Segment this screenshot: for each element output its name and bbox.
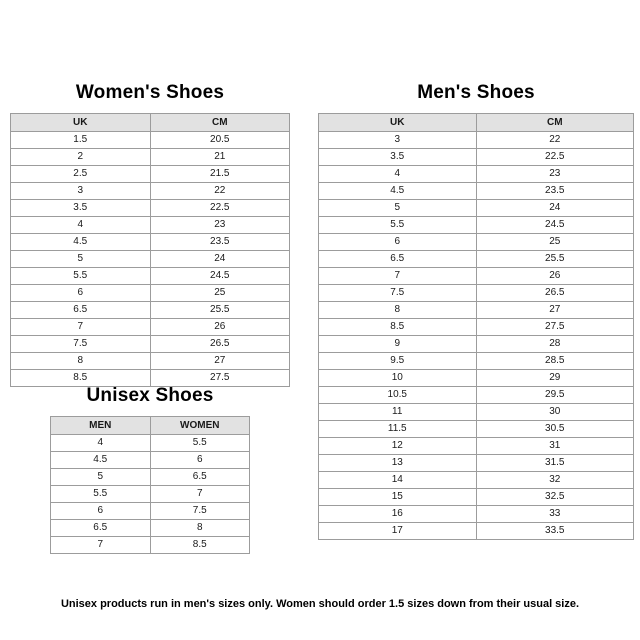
table-row	[319, 285, 634, 302]
cell-uk: 6	[319, 234, 477, 251]
cell-cm: 33.5	[476, 523, 634, 540]
table-row	[11, 217, 290, 234]
table-row	[51, 503, 250, 520]
table-row	[319, 251, 634, 268]
cell-cm: 27.5	[476, 319, 634, 336]
table-row	[319, 336, 634, 353]
table-row	[319, 404, 634, 421]
cell-cm: 24.5	[476, 217, 634, 234]
cell-uk: 7	[11, 319, 151, 336]
table-row	[11, 149, 290, 166]
cell-uk: 3	[319, 132, 477, 149]
cell-uk: 7.5	[319, 285, 477, 302]
table-row	[319, 319, 634, 336]
cell-cm: 23.5	[150, 234, 290, 251]
cell-uk: 8	[319, 302, 477, 319]
cell-cm: 21.5	[150, 166, 290, 183]
cell-uk: 11	[319, 404, 477, 421]
table-row	[51, 452, 250, 469]
cell-uk: 4.5	[319, 183, 477, 200]
cell-cm: 23	[150, 217, 290, 234]
cell-uk: 9.5	[319, 353, 477, 370]
cell-men: 7	[51, 537, 151, 554]
table-header-row	[51, 417, 250, 435]
cell-cm: 21	[150, 149, 290, 166]
table-row	[319, 387, 634, 404]
cell-uk: 7.5	[11, 336, 151, 353]
cell-uk: 8.5	[319, 319, 477, 336]
cell-cm: 29.5	[476, 387, 634, 404]
cell-women: 5.5	[150, 435, 250, 452]
cell-uk: 4.5	[11, 234, 151, 251]
table-row	[319, 370, 634, 387]
cell-uk: 12	[319, 438, 477, 455]
cell-men: 6	[51, 503, 151, 520]
cell-women: 8	[150, 520, 250, 537]
cell-uk: 13	[319, 455, 477, 472]
womens-shoes-title: Women's Shoes	[75, 82, 225, 103]
table-row	[51, 469, 250, 486]
table-row	[11, 234, 290, 251]
cell-men: 5.5	[51, 486, 151, 503]
cell-cm: 27	[476, 302, 634, 319]
table-row	[11, 319, 290, 336]
table-row	[319, 132, 634, 149]
cell-uk: 2	[11, 149, 151, 166]
table-header-row	[319, 114, 634, 132]
column-header-men: MEN	[51, 417, 151, 435]
cell-cm: 28	[476, 336, 634, 353]
cell-cm: 30	[476, 404, 634, 421]
cell-uk: 7	[319, 268, 477, 285]
table-row	[319, 472, 634, 489]
cell-uk: 10.5	[319, 387, 477, 404]
mens-size-table	[318, 113, 634, 540]
mens-shoes-title: Men's Shoes	[417, 82, 535, 103]
cell-cm: 26.5	[150, 336, 290, 353]
cell-uk: 15	[319, 489, 477, 506]
table-row	[51, 486, 250, 503]
table-row	[319, 506, 634, 523]
cell-cm: 31	[476, 438, 634, 455]
womens-table-body	[11, 132, 290, 387]
table-row	[11, 353, 290, 370]
table-row	[319, 523, 634, 540]
table-header-row	[11, 114, 290, 132]
cell-men: 5	[51, 469, 151, 486]
cell-women: 6.5	[150, 469, 250, 486]
cell-uk: 5	[11, 251, 151, 268]
table-row	[11, 183, 290, 200]
table-row	[319, 489, 634, 506]
cell-cm: 26.5	[476, 285, 634, 302]
cell-women: 6	[150, 452, 250, 469]
cell-cm: 29	[476, 370, 634, 387]
table-row	[319, 183, 634, 200]
table-row	[319, 455, 634, 472]
cell-women: 8.5	[150, 537, 250, 554]
table-row	[319, 149, 634, 166]
cell-cm: 26	[150, 319, 290, 336]
cell-uk: 6	[11, 285, 151, 302]
table-row	[319, 268, 634, 285]
cell-uk: 3.5	[11, 200, 151, 217]
table-row	[319, 353, 634, 370]
cell-uk: 4	[319, 166, 477, 183]
table-row	[319, 302, 634, 319]
column-header-cm: CM	[476, 114, 634, 132]
cell-cm: 25.5	[476, 251, 634, 268]
table-row	[11, 336, 290, 353]
cell-cm: 23.5	[476, 183, 634, 200]
cell-cm: 25	[476, 234, 634, 251]
cell-uk: 8	[11, 353, 151, 370]
cell-uk: 3	[11, 183, 151, 200]
cell-cm: 31.5	[476, 455, 634, 472]
cell-cm: 24	[150, 251, 290, 268]
cell-cm: 27.5	[150, 370, 290, 387]
cell-cm: 32	[476, 472, 634, 489]
column-header-women: WOMEN	[150, 417, 250, 435]
cell-cm: 28.5	[476, 353, 634, 370]
womens-size-table	[10, 113, 290, 387]
cell-cm: 22	[150, 183, 290, 200]
cell-uk: 8.5	[11, 370, 151, 387]
cell-cm: 23	[476, 166, 634, 183]
table-row	[319, 438, 634, 455]
table-row	[11, 268, 290, 285]
table-row	[11, 132, 290, 149]
cell-uk: 4	[11, 217, 151, 234]
cell-men: 6.5	[51, 520, 151, 537]
cell-cm: 25	[150, 285, 290, 302]
cell-uk: 16	[319, 506, 477, 523]
cell-cm: 22	[476, 132, 634, 149]
mens-shoes-panel	[318, 82, 634, 540]
cell-cm: 32.5	[476, 489, 634, 506]
table-row	[51, 435, 250, 452]
table-row	[11, 251, 290, 268]
table-row	[11, 370, 290, 387]
womens-shoes-panel	[10, 82, 290, 387]
cell-cm: 24.5	[150, 268, 290, 285]
cell-cm: 20.5	[150, 132, 290, 149]
table-row	[319, 421, 634, 438]
table-row	[11, 285, 290, 302]
mens-table-body	[319, 132, 634, 540]
cell-men: 4.5	[51, 452, 151, 469]
table-row	[51, 520, 250, 537]
cell-uk: 5	[319, 200, 477, 217]
cell-uk: 2.5	[11, 166, 151, 183]
cell-cm: 27	[150, 353, 290, 370]
cell-men: 4	[51, 435, 151, 452]
unisex-shoes-panel	[50, 385, 250, 554]
table-row	[319, 200, 634, 217]
unisex-shoes-title: Unisex Shoes	[86, 385, 214, 406]
cell-uk: 5.5	[319, 217, 477, 234]
table-row	[11, 200, 290, 217]
cell-uk: 6.5	[319, 251, 477, 268]
cell-uk: 14	[319, 472, 477, 489]
cell-uk: 10	[319, 370, 477, 387]
cell-cm: 22.5	[476, 149, 634, 166]
cell-uk: 17	[319, 523, 477, 540]
table-row	[319, 217, 634, 234]
cell-uk: 5.5	[11, 268, 151, 285]
cell-women: 7	[150, 486, 250, 503]
cell-uk: 1.5	[11, 132, 151, 149]
cell-uk: 6.5	[11, 302, 151, 319]
cell-uk: 3.5	[319, 149, 477, 166]
cell-uk: 9	[319, 336, 477, 353]
cell-women: 7.5	[150, 503, 250, 520]
column-header-uk: UK	[11, 114, 151, 132]
cell-cm: 22.5	[150, 200, 290, 217]
table-row	[51, 537, 250, 554]
unisex-size-table	[50, 416, 250, 554]
cell-cm: 24	[476, 200, 634, 217]
column-header-cm: CM	[150, 114, 290, 132]
table-row	[319, 234, 634, 251]
cell-cm: 25.5	[150, 302, 290, 319]
cell-cm: 26	[476, 268, 634, 285]
unisex-table-body	[51, 435, 250, 554]
cell-cm: 33	[476, 506, 634, 523]
table-row	[11, 302, 290, 319]
cell-uk: 11.5	[319, 421, 477, 438]
cell-cm: 30.5	[476, 421, 634, 438]
table-row	[11, 166, 290, 183]
table-row	[319, 166, 634, 183]
footnote-text: Unisex products run in men's sizes only. Women should order 1.5 sizes down from their usual size.	[60, 598, 580, 610]
column-header-uk: UK	[319, 114, 477, 132]
